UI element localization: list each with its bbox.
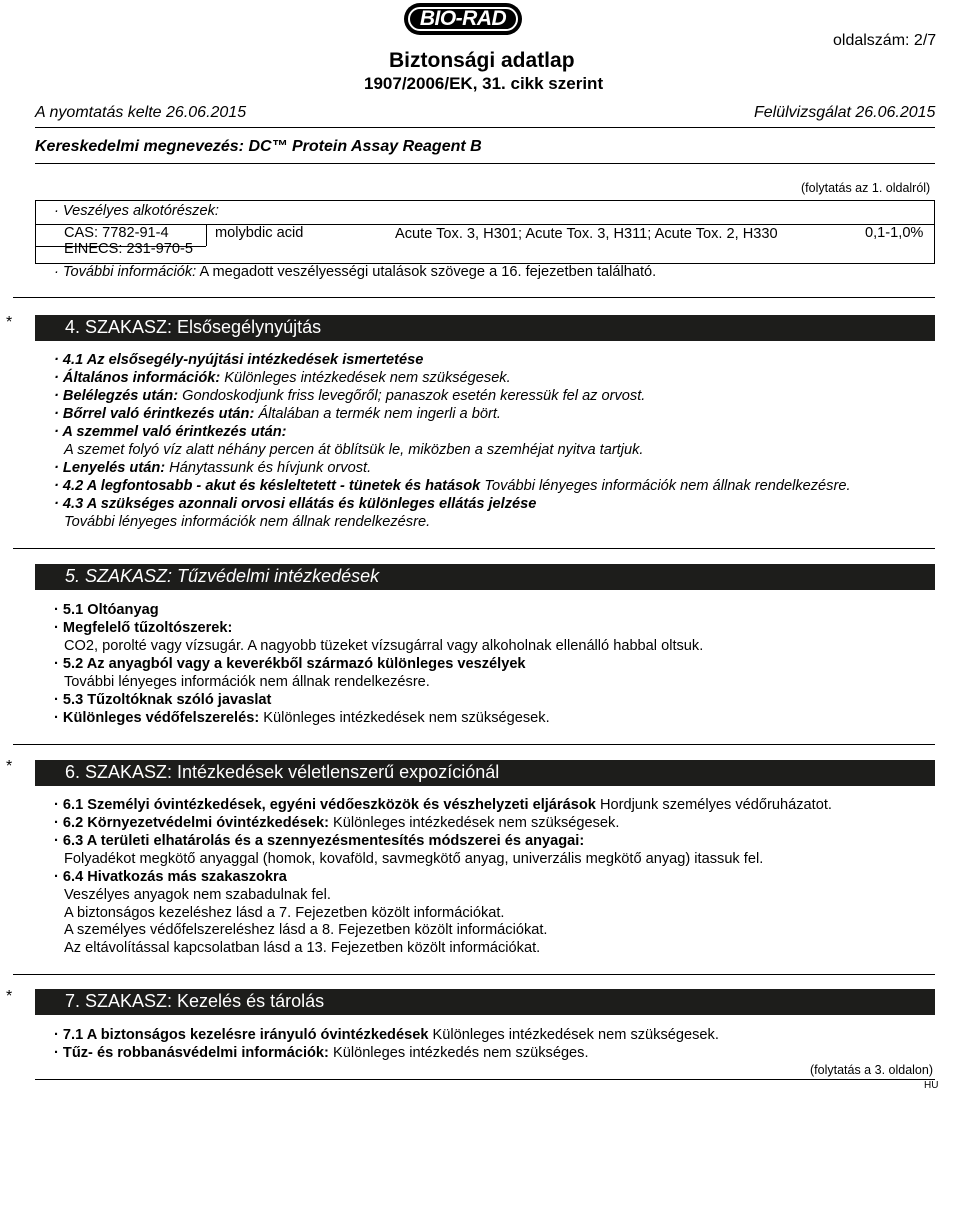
section-divider-4	[13, 297, 935, 298]
section-divider-7	[13, 974, 935, 975]
continued-to: (folytatás a 3. oldalon)	[810, 1063, 933, 1077]
further-info-text: A megadott veszélyességi utalások szövege a 16. fejezetben található.	[199, 264, 657, 280]
continued-from: (folytatás az 1. oldalról)	[801, 181, 931, 195]
print-date: A nyomtatás kelte 26.06.2015	[35, 104, 247, 121]
s6-line-3: · 6.3 A területi elhatárolás és a szennyezésmentesítés módszerei és anyagai:	[54, 833, 585, 849]
einecs-number: EINECS: 231-970-5	[64, 241, 193, 257]
section-5-title: 5. SZAKASZ: Tűzvédelmi intézkedések	[65, 566, 380, 586]
s4-skin-label: · Bőrrel való érintkezés után:	[54, 406, 255, 422]
s4-general-text: Különleges intézkedések nem szükségesek.	[224, 370, 511, 386]
s4-skin-text: Általában a termék nem ingerli a bört.	[258, 406, 501, 422]
language-code: HU	[924, 1080, 939, 1091]
s7-fire-text: Különleges intézkedés nem szükséges.	[332, 1045, 589, 1061]
s7-handling-text: Különleges intézkedések nem szükségesek.	[432, 1027, 719, 1043]
header-divider-2	[35, 163, 935, 164]
s4-inhalation-label: · Belélegzés után:	[54, 388, 179, 404]
bio-rad-logo	[404, 3, 522, 35]
table-top	[35, 200, 935, 201]
s5-line-5: További lényeges információk nem állnak rendelkezésre.	[64, 674, 430, 690]
s5-ppe-text: Különleges intézkedések nem szükségesek.	[263, 710, 550, 726]
section-7-header	[35, 989, 935, 1015]
s5-line-2: · Megfelelő tűzoltószerek:	[54, 620, 233, 636]
further-info-label: · További információk:	[54, 264, 197, 280]
s6-line-5: · 6.4 Hivatkozás más szakaszokra	[54, 869, 287, 885]
s6-environment-text: Különleges intézkedések nem szükségesek.	[333, 815, 620, 831]
revision-marker: *	[6, 988, 13, 1005]
s5-line-4: · 5.2 Az anyagból vagy a keverékből származó különleges veszélyek	[54, 656, 526, 672]
classification: Acute Tox. 3, H301; Acute Tox. 3, H311; Acute Tox. 2, H330	[395, 226, 778, 242]
s5-ppe-label: · Különleges védőfelszerelés:	[54, 710, 260, 726]
section-divider-5	[13, 548, 935, 549]
s4-line-9: · 4.3 A szükséges azonnali orvosi ellátás és különleges ellátás jelzése	[54, 496, 537, 512]
section-7-title: 7. SZAKASZ: Kezelés és tárolás	[65, 991, 325, 1011]
table-row-divider	[35, 224, 935, 225]
s6-line-6: Veszélyes anyagok nem szabadulnak fel.	[64, 887, 331, 903]
header-divider	[35, 127, 935, 128]
concentration: 0,1-1,0%	[865, 225, 924, 241]
s6-environment-label: · 6.2 Környezetvédelmi óvintézkedések:	[54, 815, 329, 831]
s4-line-1: · 4.1 Az elsősegély-nyújtási intézkedések ismertetése	[54, 352, 424, 368]
s4-symptoms-label: · 4.2 A legfontosabb - akut és késleltetett - tünetek és hatások	[54, 478, 481, 494]
s5-line-3: CO2, porolté vagy vízsugár. A nagyobb tüzeket vízsugárral vagy alkoholnak ellenálló habbal oltsuk.	[64, 638, 704, 654]
footer-divider	[35, 1079, 935, 1080]
table-right	[934, 200, 935, 263]
s6-line-4: Folyadékot megkötő anyaggal (homok, kovaföld, savmegkötő anyag, univerzális megkötő anyag) itassuk fel.	[64, 851, 764, 867]
revision-marker: *	[6, 758, 13, 775]
table-left	[35, 200, 36, 263]
s4-eye-text: A szemet folyó víz alatt néhány percen át öblítsük le, miközben a szemhéjat nyitva tartjuk.	[64, 442, 644, 458]
s6-line-8: A személyes védőfelszereléshez lásd a 8. Fejezetben közölt információkat.	[64, 922, 548, 938]
s7-fire-label: · Tűz- és robbanásvédelmi információk:	[54, 1045, 329, 1061]
revision-marker: *	[6, 314, 13, 331]
s6-line-7: A biztonságos kezeléshez lásd a 7. Fejezetben közölt információkat.	[64, 905, 505, 921]
s4-ingestion-text: Hánytassunk és hívjunk orvost.	[169, 460, 372, 476]
section-6-title: 6. SZAKASZ: Intézkedések véletlenszerű expozíciónál	[65, 762, 500, 782]
section-6-header	[35, 760, 935, 786]
s7-handling-label: · 7.1 A biztonságos kezelésre irányuló óvintézkedések	[54, 1027, 429, 1043]
substance-name: molybdic acid	[215, 225, 304, 241]
s4-ingestion-label: · Lenyelés után:	[54, 460, 166, 476]
hazardous-components-label: · Veszélyes alkotórészek:	[54, 203, 219, 219]
s4-symptoms-text: További lényeges információk nem állnak rendelkezésre.	[484, 478, 851, 494]
section-divider-6	[13, 744, 935, 745]
section-4-header	[35, 315, 935, 341]
section-5-header	[35, 564, 935, 590]
table-col-divider	[206, 224, 207, 246]
s4-inhalation-text: Gondoskodjunk friss levegőről; panaszok esetén keressük fel az orvost.	[182, 388, 646, 404]
s4-line-10: További lényeges információk nem állnak rendelkezésre.	[64, 514, 431, 530]
s4-eye-label: · A szemmel való érintkezés után:	[54, 424, 287, 440]
s6-line-9: Az eltávolítással kapcsolatban lásd a 13. Fejezetben közölt információkat.	[64, 940, 541, 956]
cas-number: CAS: 7782-91-4	[64, 225, 169, 241]
s4-general-label: · Általános információk:	[54, 370, 221, 386]
logo-text: BIO-RAD	[419, 7, 507, 30]
s6-personal-text: Hordjunk személyes védőruházatot.	[599, 797, 832, 813]
s5-line-6: · 5.3 Tűzoltóknak szóló javaslat	[54, 692, 272, 708]
s6-personal-label: · 6.1 Személyi óvintézkedések, egyéni védőeszközök és vészhelyzeti eljárások	[54, 797, 596, 813]
page-number: oldalszám: 2/7	[833, 32, 937, 49]
trade-name: Kereskedelmi megnevezés: DC™ Protein Assay Reagent B	[35, 138, 482, 155]
document-subtitle: 1907/2006/EK, 31. cikk szerint	[364, 74, 604, 93]
document-title: Biztonsági adatlap	[389, 49, 575, 72]
section-4-title: 4. SZAKASZ: Elsősegélynyújtás	[65, 317, 322, 337]
s5-line-1: · 5.1 Oltóanyag	[54, 602, 159, 618]
revision-date: Felülvizsgálat 26.06.2015	[754, 104, 936, 121]
